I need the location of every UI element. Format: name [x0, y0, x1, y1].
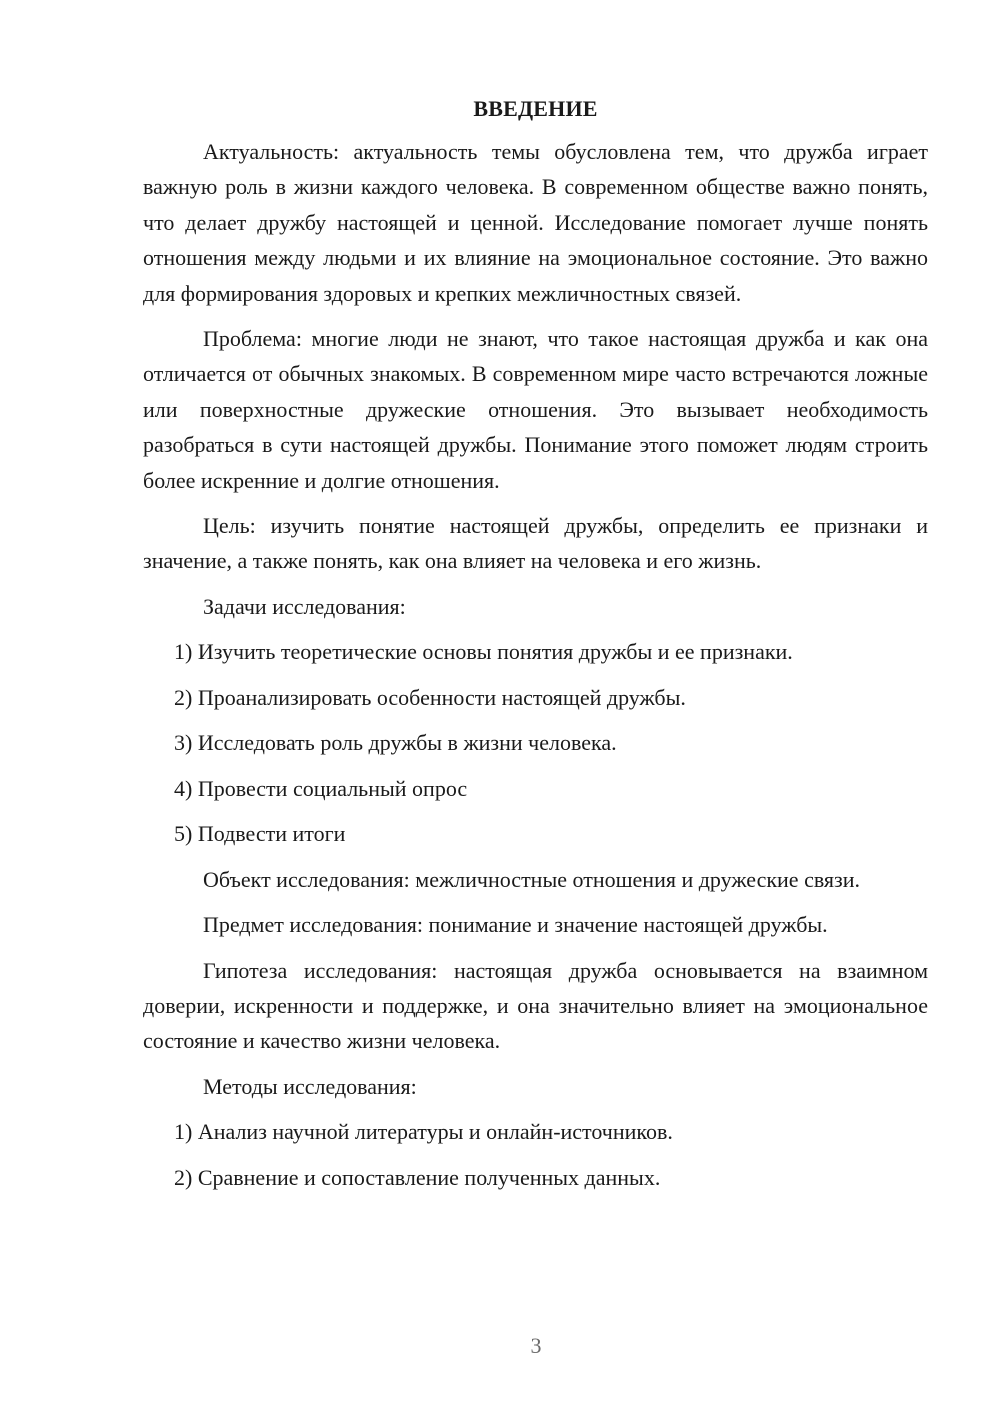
- tasks-heading: Задачи исследования:: [203, 593, 406, 619]
- task-item: 4) Провести социальный опрос: [174, 775, 468, 801]
- page-content: [143, 94, 928, 1205]
- task-item: 3) Исследовать роль дружбы в жизни человека.: [174, 730, 617, 756]
- relevance-paragraph: Актуальность: актуальность темы обусловлена тем, что дружба играет важную роль в жизни каждого человека. В современном обществе важно понять, что делает дружбу настоящей и ценной. Исследование помогает лучше понять отношения между людьми и их влияние на эмоциональное состояние. Это важно для формирования здоровых и крепких межличностных связей.: [143, 139, 928, 306]
- section-title: ВВЕДЕНИЕ: [473, 96, 598, 121]
- page-number: 3: [530, 1333, 542, 1358]
- methods-list: [143, 1114, 928, 1195]
- goal-paragraph: Цель: изучить понятие настоящей дружбы, определить ее признаки и значение, а также понять, как она влияет на человека и его жизнь.: [143, 513, 928, 574]
- object-paragraph: Объект исследования: межличностные отношения и дружеские связи.: [203, 866, 861, 892]
- method-item: 2) Сравнение и сопоставление полученных данных.: [174, 1164, 661, 1190]
- task-item: 1) Изучить теоретические основы понятия дружбы и ее признаки.: [174, 639, 793, 665]
- task-item: 2) Проанализировать особенности настоящей дружбы.: [174, 684, 686, 710]
- hypothesis-paragraph: Гипотеза исследования: настоящая дружба основывается на взаимном доверии, искренности и поддержке, и она значительно влияет на эмоциональное состояние и качество жизни человека.: [143, 957, 928, 1054]
- problem-paragraph: Проблема: многие люди не знают, что такое настоящая дружба и как она отличается от обычных знакомых. В современном мире часто встречаются ложные или поверхностные дружеские отношения. Это вызывает необходимость разобраться в сути настоящей дружбы. Понимание этого поможет людям строить более искренние и долгие отношения.: [143, 326, 928, 493]
- tasks-list: [143, 634, 928, 851]
- method-item: 1) Анализ научной литературы и онлайн-источников.: [174, 1119, 673, 1145]
- methods-heading: Методы исследования:: [203, 1073, 417, 1099]
- task-item: 5) Подвести итоги: [174, 821, 346, 847]
- subject-paragraph: Предмет исследования: понимание и значение настоящей дружбы.: [203, 912, 828, 938]
